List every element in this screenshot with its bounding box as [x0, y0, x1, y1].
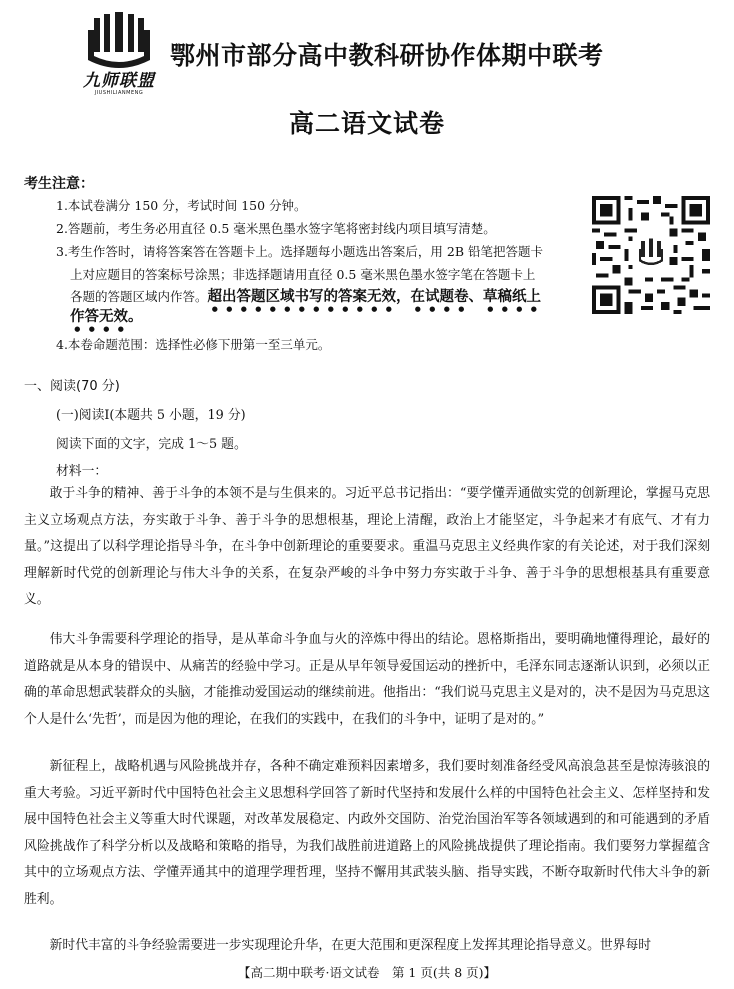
notice-warning-end: 作答无效。: [70, 309, 143, 325]
paragraph-2: 伟大斗争需要科学理论的指导，是从革命斗争血与火的淬炼中得出的结论。恩格斯指出，要明确地懂得理论，最好的道路就是从本身的错误中、从痛苦的经验中学习。正是从早年领导爱国运动的挫折中，毛泽东同志逐渐认识到，必须以正确的革命思想武装群众的头脑，才能推动爱国运动的继续前进。他指出：“我们说马克思主义是对的，决不是因为马克思这个人是什么‘先哲’，而是因为他的理论，在我们的实践中，在我们的斗争中，证明了是对的。”: [24, 632, 710, 727]
notice-item-3-line-2: 上对应题目的答案标号涂黑；非选择题请用直径 0.5 毫米黑色墨水签字笔在答题卡上: [70, 267, 536, 282]
logo-subtext: JIUSHILIANMENG: [94, 90, 144, 96]
section-title: 一、阅读(70 分): [24, 379, 120, 394]
notice-item-2: 2.答题前，考生务必用直径 0.5 毫米黑色墨水签字笔将密封线内项目填写清楚。: [56, 221, 496, 236]
instruction: 阅读下面的文字，完成 1～5 题。: [56, 437, 247, 452]
notice-heading: 考生注意：: [24, 176, 94, 192]
logo-text: 九师联盟: [83, 71, 155, 91]
subsection-title: (一)阅读Ⅰ(本题共 5 小题，19 分): [56, 408, 246, 423]
qr-code-icon: [592, 196, 710, 314]
notice-item-1: 1.本试卷满分 150 分，考试时间 150 分钟。: [56, 198, 307, 213]
notice-item-4: 4.本卷命题范围：选择性必修下册第一至三单元。: [56, 337, 331, 352]
material-label: 材料一：: [56, 464, 108, 479]
paragraph-4: 新时代丰富的斗争经验需要进一步实现理论升华，在更大范围和更深程度上发挥其理论指导意义。世界每时: [49, 938, 652, 953]
notice-item-3-text: 各题的答题区域内作答。: [70, 289, 208, 304]
paragraph-3: 新征程上，战略机遇与风险挑战并存，各种不确定难预料因素增多，我们要时刻准备经受风高浪急甚至是惊涛骇浪的重大考验。习近平新时代中国特色社会主义思想科学回答了新时代坚持和发展什么样的中国特色社会主义、怎样坚持和发展中国特色社会主义等重大时代课题，对改革发展稳定、内政外交国防、治党治国治军等各领域遇到的和可能遇到的矛盾风险挑战作了科学分析以及战略和策略的指导，为我们战胜前进道路上的风险挑战提供了理论指南。我们要努力掌握蕴含其中的立场观点方法、学懂弄通其中的道理学理哲理，坚持不懈用其武装头脑、指导实践，不断夺取新时代伟大斗争的新胜利。: [24, 759, 710, 907]
notice-item-3-line-1: 3.考生作答时，请将答案答在答题卡上。选择题每小题选出答案后，用 2B 铅笔把答题卡: [56, 244, 544, 259]
paragraph-1: 敢于斗争的精神、善于斗争的本领不是与生俱来的。习近平总书记指出：“要学懂弄通做实党的创新理论，掌握马克思主义立场观点方法，夯实敢于斗争、善于斗争的思想根基，理论上清醒，政治上才能坚定，斗争起来才有底气、才有力量。”这提出了以科学理论指导斗争，在斗争中创新理论的重要要求。重温马克思主义经典作家的有关论述，对于我们深刻理解新时代党的创新理论与伟大斗争的关系，在复杂严峻的斗争中努力夯实敢于斗争、善于斗争的思想根基具有重要意义。: [24, 486, 710, 607]
page-title: 鄂州市部分高中教科研协作体期中联考: [170, 41, 604, 70]
exam-subtitle: 高二语文试卷: [288, 109, 445, 138]
page-footer: 【高二期中联考·语文试卷 第 1 页(共 8 页)】: [237, 965, 497, 980]
notice-warning: 超出答题区域书写的答案无效，在试题卷、草稿纸上: [207, 289, 542, 305]
